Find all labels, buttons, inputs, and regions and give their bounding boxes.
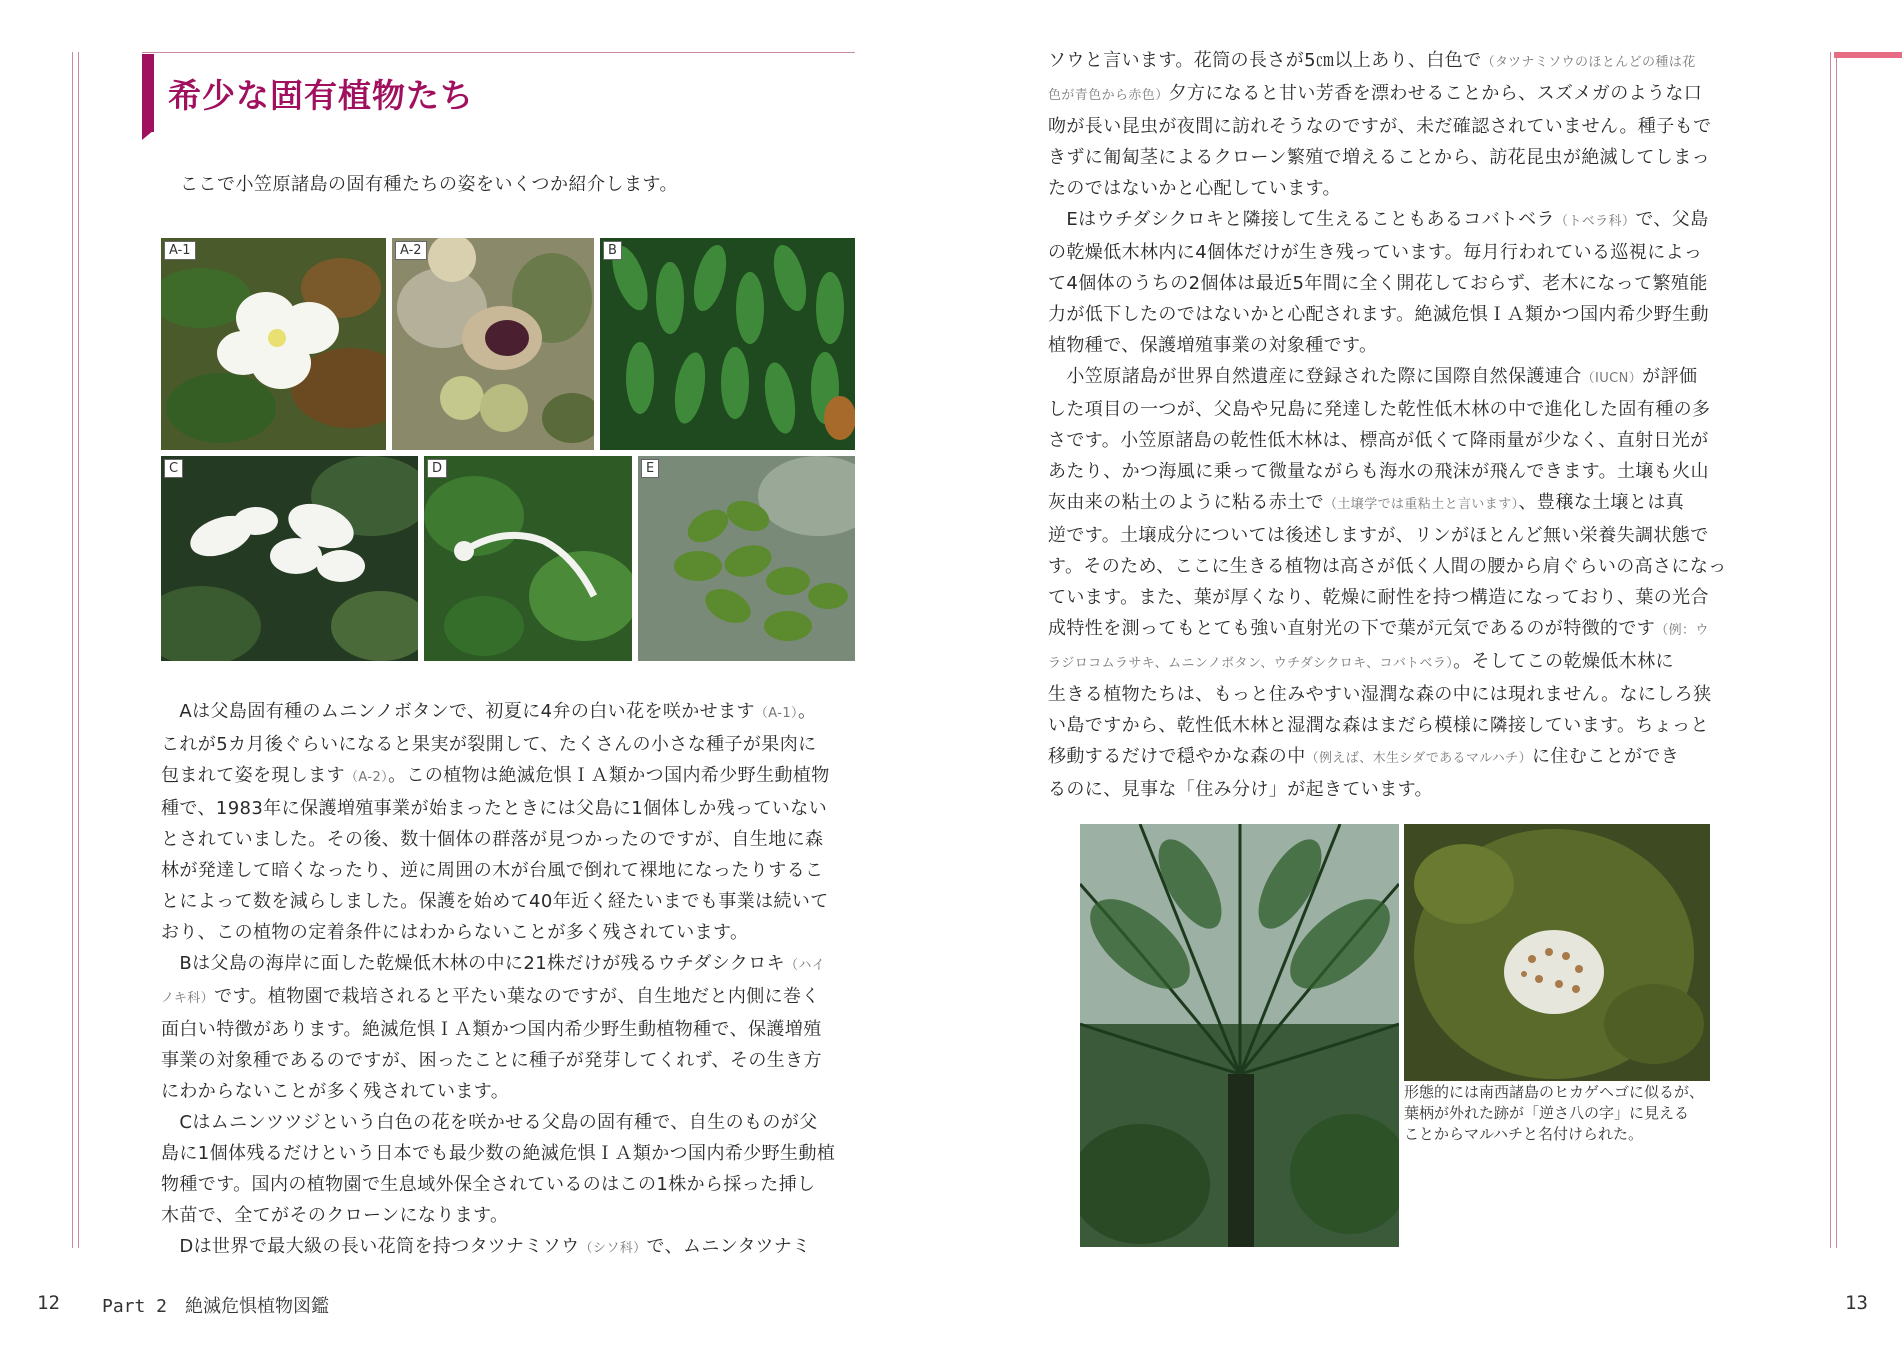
photo-a1-image [161,238,386,450]
text: 小笠原諸島が世界自然遺産に登録された際に国際自然保護連合 [1048,366,1582,387]
left-line-14: Cはムニンツツジという白色の花を咲かせる父島の固有種で、自生のものが父 [161,1112,818,1133]
right-line-24: るのに、見事な「住み分け」が起きています。 [1048,779,1433,800]
right-line-6 [1048,204,1727,237]
left-line-6: 林が発達して暗くなったり、逆に周囲の木が台風で倒れて裸地になったりするこ [161,860,824,881]
right-line-22: い島ですから、乾性低木林と湿潤な森はまだら模様に隣接しています。ちょっと [1048,715,1709,736]
right-line-12: した項目の一つが、父島や兄島に発達した乾性低木林の中で進化した固有種の多 [1048,399,1711,420]
photo-label-a2: A-2 [395,241,427,260]
right-line-2 [1048,78,1727,111]
note: （トベラ科） [1554,214,1636,229]
text: Eはウチダシクロキと隣接して生えることもあるコバトベラ [1048,209,1555,230]
right-line-1 [1048,45,1727,78]
note: （A-2） [345,770,389,785]
left-body-text [161,696,835,1264]
text: 。 [797,701,817,722]
text: で、ムニンタツナミ [646,1236,811,1257]
photo-b [600,238,855,450]
text: Bは父島の海岸に面した乾燥低木林の中に21株だけが残るウチダシクロキ [161,953,785,974]
photo-b-image [600,238,855,450]
photo-a2-image [392,238,594,450]
photo-label-d: D [427,459,447,478]
note: （シソ科） [579,1241,647,1256]
caption-line-1: 形態的には南西諸島のヒカゲヘゴに似るが、 [1404,1083,1705,1101]
note: （例：ウ [1655,623,1709,638]
right-body-text [1048,45,1727,805]
photo-a2 [392,238,594,450]
photo-tree-fern-image [1080,824,1399,1247]
text: 移動するだけで穏やかな森の中 [1048,746,1306,767]
right-line-10: 植物種で、保護増殖事業の対象種です。 [1048,335,1378,356]
title-accent-notch [142,130,154,140]
note: （例えば、木生シダであるマルハチ） [1305,751,1532,766]
right-line-19 [1048,613,1727,646]
right-line-23 [1048,741,1727,774]
text: です。植物園で栽培されると平たい葉なのですが、自生地だと内側に巻く [214,986,820,1007]
photo-caption [1404,1082,1704,1145]
left-line-17: 木苗で、全てがそのクローンになります。 [161,1205,509,1226]
right-line-17: す。そのため、ここに生きる植物は高さが低く人間の腰から肩ぐらいの高さになっ [1048,556,1727,577]
photo-c-image [161,456,418,661]
text: が評価 [1642,366,1698,387]
right-page-accent-bar [1834,52,1902,58]
left-line-1 [161,696,835,729]
note: 色が青色から赤色） [1048,88,1169,103]
left-line-4: 種で、1983年に保護増殖事業が始まったときには父島に1個体しか残っていない [161,798,828,819]
photo-d [424,456,632,661]
right-line-4: きずに匍匐茎によるクローン繁殖で増えることから、訪花昆虫が絶滅してしまっ [1048,147,1711,168]
left-page-rule-outer [72,52,73,1248]
right-page-rule-outer [1830,52,1831,1248]
photo-d-image [424,456,632,661]
text: 包まれて姿を現します [161,765,345,786]
right-line-5: たのではないかと心配しています。 [1048,178,1341,199]
right-line-18: ています。また、葉が厚くなり、乾燥に耐性を持つ構造になっており、葉の光合 [1048,587,1709,608]
text: で、父島 [1635,209,1709,230]
photo-label-a1: A-1 [164,241,196,260]
caption-line-2: 葉柄が外れた跡が「逆さ八の字」に見える [1404,1104,1690,1122]
photo-e [638,456,855,661]
photo-leaf-scar [1404,824,1710,1081]
right-line-15 [1048,487,1727,520]
note: （タツナミソウのほとんどの種は花 [1481,55,1696,70]
page-title: 希少な固有植物たち [168,76,474,115]
text: 夕方になると甘い芳香を漂わせることから、スズメガのような口 [1168,83,1703,104]
right-line-20 [1048,646,1727,679]
left-line-13: にわからないことが多く残されています。 [161,1081,510,1102]
photo-label-b: B [603,241,622,260]
right-line-13: さです。小笠原諸島の乾性低木林は、標高が低くて降雨量が少なく、直射日光が [1048,430,1709,451]
title-accent-bar [142,54,154,132]
right-line-14: あたり、かつ海風に乗って微量ながらも海水の飛沫が飛んできます。土壌も火山 [1048,461,1709,482]
right-line-7: の乾燥低木林内に4個体だけが生き残っています。毎月行われている巡視によっ [1048,242,1703,263]
text: ソウと言います。花筒の長さが5㎝以上あり、白色で [1048,50,1482,71]
photo-label-c: C [164,459,183,478]
left-line-7: とによって数を減らしました。保護を始めて40年近く経たいまでも事業は続いて [161,891,829,912]
left-line-3 [161,760,835,793]
right-line-21: 生きる植物たちは、もっと住みやすい湿潤な森の中には現れません。なにしろ狭 [1048,684,1712,705]
text: Dは世界で最大級の長い花筒を持つタツナミソウ [161,1236,580,1257]
right-page-number: 13 [1845,1292,1868,1314]
left-line-9 [161,948,835,981]
left-line-12: 事業の対象種であるのですが、困ったことに種子が発芽してくれず、その生き方 [161,1050,822,1071]
title-top-rule [142,52,855,53]
photo-c [161,456,418,661]
photo-tree-fern [1080,824,1399,1247]
note: （IUCN） [1581,371,1643,386]
left-line-15: 島に1個体残るだけという日本でも最少数の絶滅危惧ＩＡ類かつ国内希少野生動植 [161,1143,836,1164]
photo-label-e: E [641,459,659,478]
text: 。この植物は絶滅危惧ＩＡ類かつ国内希少野生動植物 [388,765,830,786]
note: （土壌学では重粘土と言います） [1324,497,1519,512]
right-line-8: て4個体のうちの2個体は最近5年間に全く開花しておらず、老木になって繁殖能 [1048,273,1708,294]
photo-leaf-scar-image [1404,824,1710,1081]
left-line-11: 面白い特徴があります。絶滅危惧ＩＡ類かつ国内希少野生動植物種で、保護増殖 [161,1019,822,1040]
intro-text: ここで小笠原諸島の固有種たちの姿をいくつか紹介します。 [180,174,679,195]
text: に住むことができ [1531,746,1680,767]
left-line-16: 物種です。国内の植物園で生息域外保全されているのはこの1株から採った挿し [161,1174,816,1195]
left-line-8: おり、この植物の定着条件にはわからないことが多く残されています。 [161,922,749,943]
left-line-2: これが5カ月後ぐらいになると果実が裂開して、たくさんの小さな種子が果肉に [161,734,817,755]
right-line-16: 逆です。土壌成分については後述しますが、リンがほとんど無い栄養失調状態で [1048,525,1709,546]
text: 成特性を測ってもとても強い直射光の下で葉が元気であるのが特徴的です [1048,618,1656,639]
section-running-head: Part 2 絶滅危惧植物図鑑 [102,1296,330,1317]
text: 。そしてこの乾燥低木林に [1453,651,1674,672]
left-page-number: 12 [37,1292,60,1314]
right-page-rule-inner [1836,52,1837,1248]
text: Aは父島固有種のムニンノボタンで、初夏に4弁の白い花を咲かせます [161,701,755,722]
note: （ハイ [785,958,826,973]
text: 灰由来の粘土のように粘る赤土で [1048,492,1324,513]
photo-a1 [161,238,386,450]
right-line-11 [1048,361,1727,394]
left-line-18 [161,1231,835,1264]
caption-line-3: ことからマルハチと名付けられた。 [1404,1125,1643,1143]
text: 、豊穣な土壌とは真 [1518,492,1685,513]
left-line-10 [161,981,835,1014]
right-line-3: 吻が長い昆虫が夜間に訪れそうなのですが、未だ確認されていません。種子もで [1048,116,1712,137]
right-line-9: 力が低下したのではないかと心配されます。絶滅危惧ＩＡ類かつ国内希少野生動 [1048,304,1709,325]
note: （A-1） [754,706,798,721]
note: ノキ科） [161,991,215,1006]
left-page-rule-inner [78,52,79,1248]
note: ラジロコムラサキ、ムニンノボタン、ウチダシクロキ、コバトベラ） [1048,656,1454,671]
photo-e-image [638,456,855,661]
left-line-5: とされていました。その後、数十個体の群落が見つかったのですが、自生地に森 [161,829,824,850]
